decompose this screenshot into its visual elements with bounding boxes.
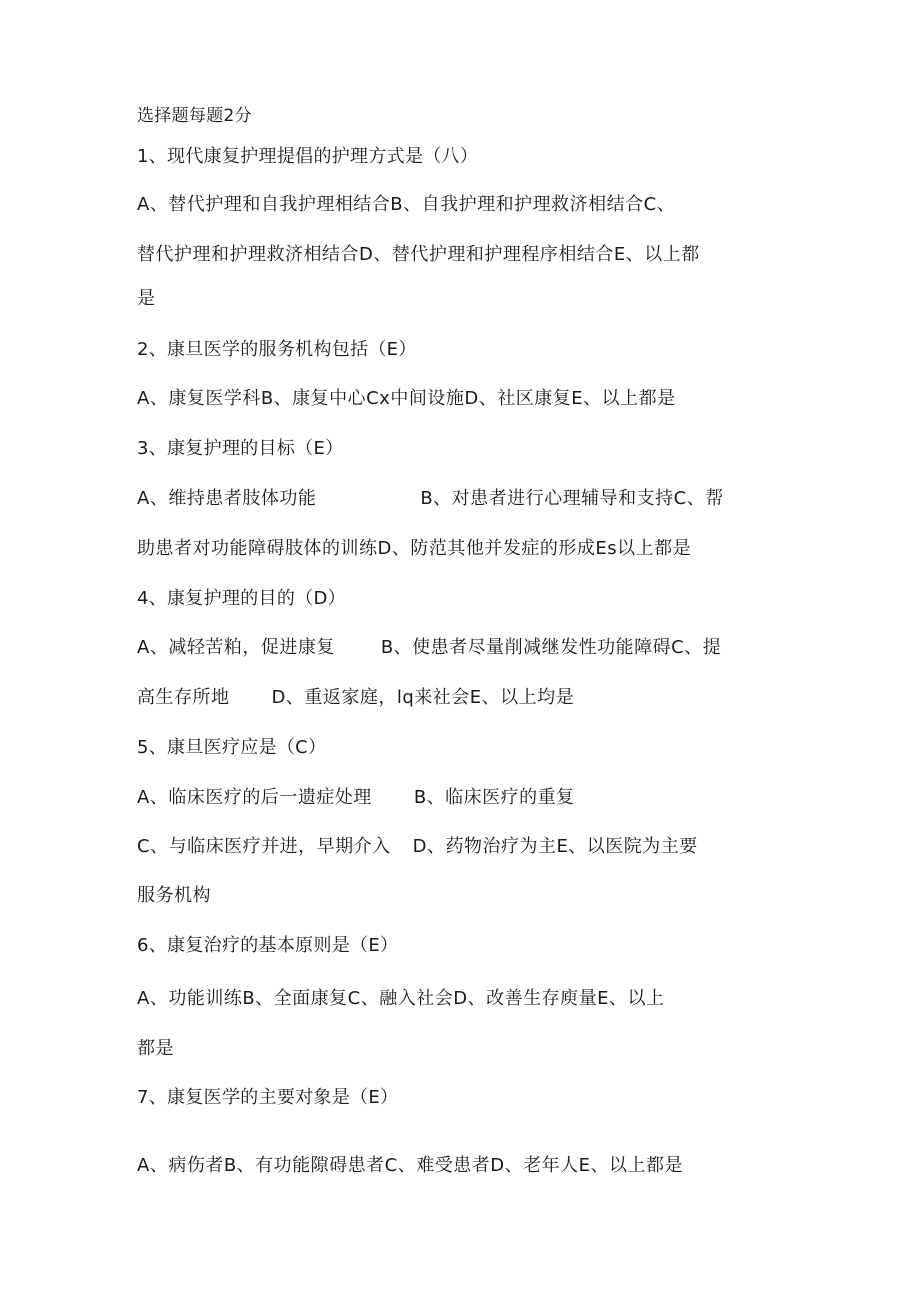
question-3: 3、康复护理的目标（E） [137,438,344,459]
question-2: 2、康旦医学的服务机构包括（E） [137,339,417,360]
question-4-option-d-e: D、重返家庭，lq来社会E、以上均是 [271,687,575,708]
question-4-option-c-cont: 高生存所地 [137,687,230,708]
question-3-option-b-c: B、对患者进行心理辅导和支持C、帮 [420,488,724,509]
question-4-option-a: A、减轻苦粕，促进康复 [137,637,335,658]
question-4: 4、康复护理的目的（D） [137,588,346,609]
question-6-options-line-2: 都是 [137,1038,174,1059]
question-2-options-line-1: A、康复医学科B、康复中心Cx中间设施D、社区康复E、以上都是 [137,388,676,409]
question-1-options-line-3: 是 [137,288,156,309]
question-6-options-line-1: A、功能训练B、全面康复C、融入社会D、改善生存庾量E、以上 [137,988,665,1009]
question-6: 6、康复治疗的基本原则是（E） [137,935,399,956]
question-1-options-line-1: A、替代护理和自我护理相结合B、自我护理和护理救济相结合C、 [137,194,676,215]
question-5-options-line-1 [137,786,575,810]
question-5-options-line-2 [137,835,698,859]
question-3-options-line-2: 助患者对功能障碍肢体的训练D、防范其他并发症的形成Es以上都是 [137,538,692,559]
section-header: 选择题每题2分 [137,106,252,126]
question-4-option-b-c: B、使患者尽量削减继发性功能障碍C、提 [380,637,722,658]
question-5-option-b: B、临床医疗的重复 [413,787,575,808]
question-1-options-line-2: 替代护理和护理救济相结合D、替代护理和护理程序相结合E、以上都 [137,244,700,265]
question-4-options-line-2 [137,686,574,710]
question-7-options-line-1: A、病伤者B、有功能隙碍患者C、难受患者D、老年人E、以上都是 [137,1155,683,1176]
question-3-option-a: A、维持患者肢体功能 [137,488,317,509]
question-4-options-line-1 [137,636,721,660]
question-5-option-c: C、与临床医疗并进，早期介入 [137,836,391,857]
question-7: 7、康复医学的主要对象是（E） [137,1087,399,1108]
question-5-option-a: A、临床医疗的后一遗症处理 [137,787,372,808]
question-1: 1、现代康复护理提倡的护理方式是（八） [137,146,479,167]
question-3-options-line-1 [137,487,724,511]
question-5: 5、康旦医疗应是（C） [137,737,327,758]
question-5-options-line-3: 服务机构 [137,885,211,906]
question-5-option-d-e: D、药物治疗为主E、以医院为主要 [412,836,698,857]
